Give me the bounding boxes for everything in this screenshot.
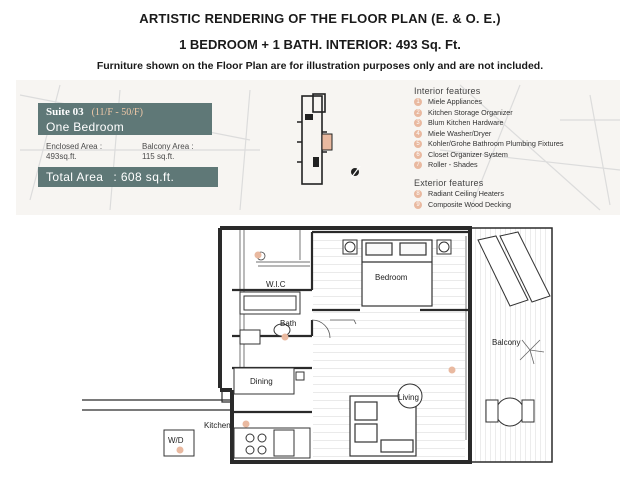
page-title: ARTISTIC RENDERING OF THE FLOOR PLAN (E. & O. E.)	[139, 11, 501, 26]
disclaimer: Furniture shown on the Floor Plan are for illustration purposes only and are not included.	[96, 60, 544, 72]
exterior-features-title: Exterior features	[414, 178, 484, 188]
room-label-living: Living	[398, 393, 419, 402]
feature-number-badge: 6	[414, 151, 422, 159]
feature-text: Blum Kitchen Hardware	[428, 118, 504, 127]
unit-summary: 1 BEDROOM + 1 BATH. INTERIOR: 493 Sq. Ft.	[179, 37, 461, 52]
feature-text: Composite Wood Decking	[428, 199, 511, 209]
room-label-balcony: Balcony	[492, 338, 521, 347]
balcony-table	[486, 398, 534, 426]
suite-floors: (11/F - 50/F)	[91, 107, 143, 118]
room-label-wic: W.I.C	[266, 280, 286, 289]
suite-type: One Bedroom	[46, 120, 125, 134]
balcony-area-value: 115 sq.ft.	[142, 152, 175, 161]
total-area-value: : 608 sq.ft.	[113, 170, 175, 184]
feature-number-badge: 1	[414, 98, 422, 106]
feature-text: Closet Organizer System	[428, 149, 508, 159]
room-label-kitchen: Kitchen	[204, 421, 231, 430]
room-label-bedroom: Bedroom	[375, 273, 408, 282]
feature-text: Miele Washer/Dryer	[428, 128, 492, 138]
kitchen-counter	[234, 428, 310, 458]
feature-number-badge: 4	[414, 130, 422, 138]
enclosed-area-label: Enclosed Area :	[46, 142, 103, 151]
feature-number-badge: 7	[414, 161, 422, 169]
suite-name: Suite 03	[46, 106, 84, 118]
feature-number-badge: 8	[414, 190, 422, 198]
feature-number-badge: 2	[414, 109, 422, 117]
feature-number-badge: 3	[414, 119, 422, 127]
feature-text: Kitchen Storage Organizer	[428, 107, 513, 117]
room-label-wd: W/D	[168, 436, 184, 445]
room-label-dining: Dining	[250, 377, 273, 386]
interior-features-title: Interior features	[414, 86, 481, 96]
feature-text: Miele Appliances	[428, 97, 482, 106]
feature-text: Radiant Ceiling Heaters	[428, 189, 504, 198]
total-area-label: Total Area	[46, 170, 104, 184]
feature-text: Kohler/Grohe Bathroom Plumbing Fixtures	[428, 139, 564, 148]
room-label-bath: Bath	[280, 319, 297, 328]
balcony-area-label: Balcony Area :	[142, 142, 194, 151]
enclosed-area-value: 493sq.ft.	[46, 152, 77, 161]
feature-text: Roller - Shades	[428, 160, 478, 169]
feature-number-badge: 9	[414, 201, 422, 209]
feature-number-badge: 5	[414, 140, 422, 148]
